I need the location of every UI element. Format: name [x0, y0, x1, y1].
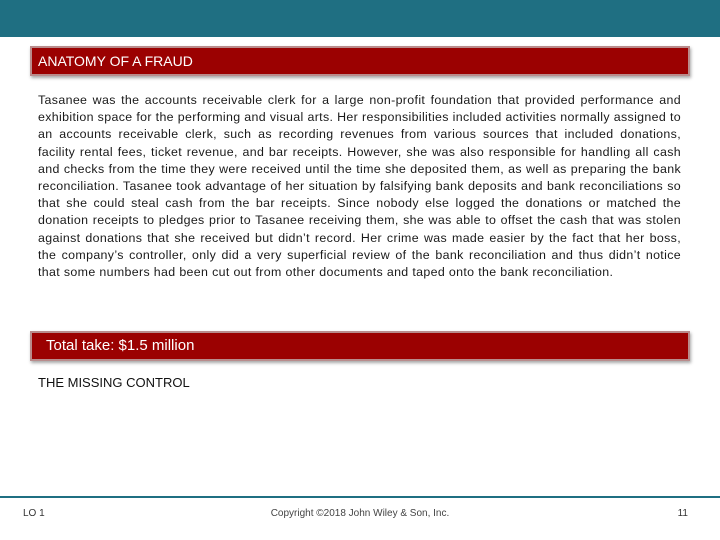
page-number: 11	[677, 508, 688, 519]
total-take-label: Total take: $1.5 million	[46, 337, 195, 354]
copyright-notice: Copyright ©2018 John Wiley & Son, Inc.	[270, 508, 450, 519]
section-header	[30, 46, 690, 76]
total-take-box	[30, 331, 690, 361]
fraud-description: Tasanee was the accounts receivable clerk for a large non-profit foundation that provided performance and exhibition space for the performing and visual arts. Her responsibilities included activities normally assigned to an accounts receivable clerk, such as recording revenues from various sources that included donations, facility rental fees, ticket revenue, and bar receipts. However, she was also responsible for handling all cash and checks from the time they were received until the time she deposited them, as well as preparing the bank reconciliation. Tasanee took advantage of her situation by falsifying bank deposits and bank reconciliations so that she could steal cash from the bar receipts. Since nobody else logged the donations or matched the donation receipts to pledges prior to Tasanee receiving them, she was able to offset the cash that was stolen against donations that she received but didn’t record. Her crime was made easier by the fact that her boss, the company’s controller, only did a very superficial review of the bank reconciliation and thus didn’t notice that some numbers had been cut out from other documents and taped onto the bank reconciliation.	[38, 93, 681, 280]
missing-control-heading: THE MISSING CONTROL	[38, 375, 190, 390]
section-header-title: ANATOMY OF A FRAUD	[38, 53, 193, 69]
top-bar	[0, 0, 720, 37]
footer-divider	[0, 496, 720, 498]
learning-objective: LO 1	[23, 508, 45, 519]
